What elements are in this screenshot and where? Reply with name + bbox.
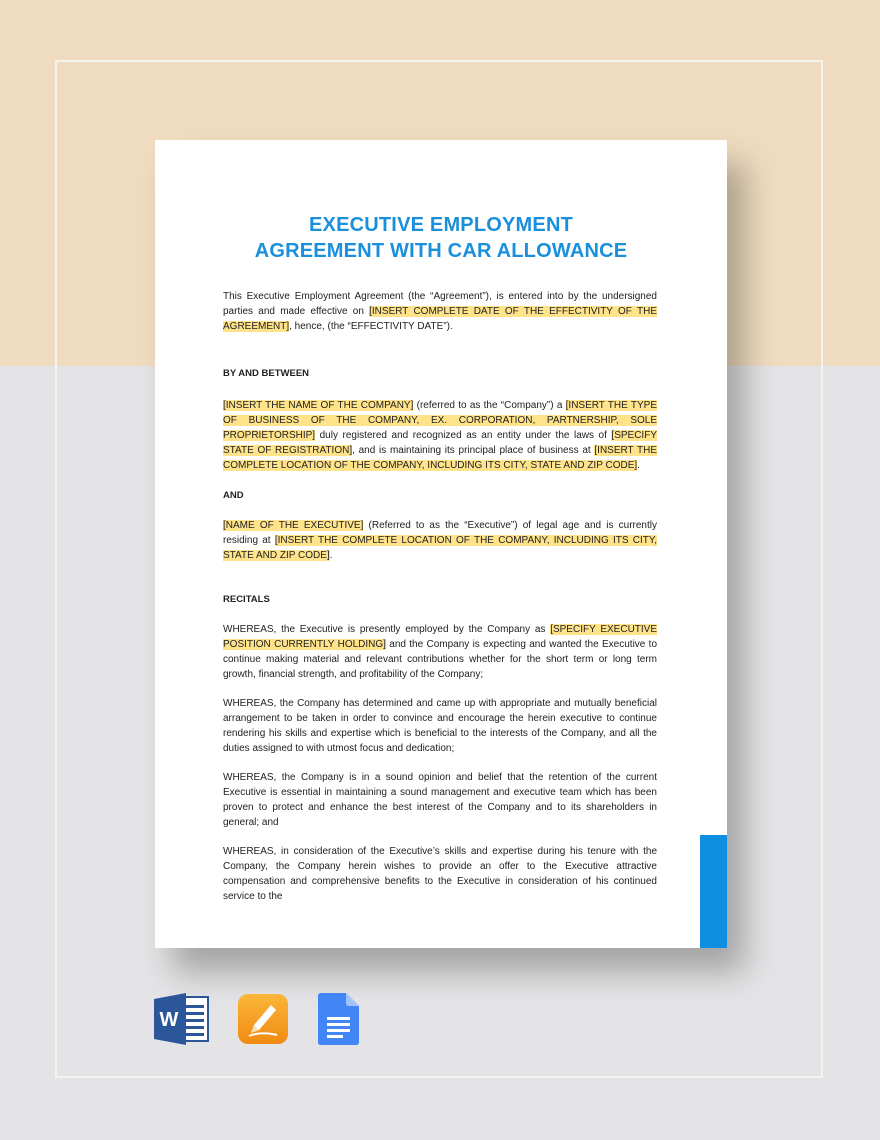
placeholder-company-location: [INSERT THE COMPLETE LOCATION OF THE COMPANY, INCLUDING ITS CITY, STATE AND ZIP CODE] [223,445,658,471]
document-body [223,289,657,904]
format-icons [0,993,880,1049]
intro-paragraph: This Executive Employment Agreement (the “Agreement”), is entered into by the undersigned parties and made effective on [INSERT COMPLETE DATE OF THE EFFECTIVITY OF THE AGREEMENT], hence, (the “EFFECTIVITY DATE”). [223,291,657,332]
placeholder-business-type: [INSERT THE TYPE OF BUSINESS OF THE COMPANY, EX. CORPORATION, PARTNERSHIP, SOLE PROPRIETORSHIP] [223,400,657,441]
word-icon[interactable] [154,993,210,1045]
placeholder-executive-name: [NAME OF THE EXECUTIVE] [223,520,364,531]
whereas-paragraph-2: WHEREAS, the Company has determined and came up with appropriate and mutually beneficial arrangement to be taken in order to convince and encourage the herein executive to continue rendering his skills and expertise which is beneficial to the interests of the Company, and all the duties assigned to with utmost focus and dedication; [223,698,657,754]
by-and-between-heading: BY AND BETWEEN [223,368,310,379]
document-title-line-2: AGREEMENT WITH CAR ALLOWANCE [254,240,628,262]
placeholder-effective-date: [INSERT COMPLETE DATE OF THE EFFECTIVITY OF THE AGREEMENT] [223,306,657,332]
company-paragraph: [INSERT THE NAME OF THE COMPANY] (referred to as the “Company”) a [INSERT THE TYPE OF BUSINESS OF THE COMPANY, EX. CORPORATION, PARTNERSHIP, SOLE PROPRIETORSHIP] duly registered and recognized as an entity under the laws of [SPECIFY STATE OF REGISTRATION], and is maintaining its principal place of business at [INSERT THE COMPLETE LOCATION OF THE COMPANY, INCLUDING ITS CITY, STATE AND ZIP CODE]. [223,400,658,471]
whereas-paragraph-3: WHEREAS, the Company is in a sound opinion and belief that the retention of the current Executive is essential in maintaining a sound management and executive team which has been proven to protect and enhance the best interest of the Company and to its shareholders in general; and [223,772,657,828]
document-title [155,212,727,264]
accent-tab [700,835,727,948]
whereas-paragraph-4: WHEREAS, in consideration of the Executive’s skills and expertise during his tenure with the Company, the Company herein wishes to provide an offer to the Executive attractive compensation and comprehensive benefits to the Executive in consideration of his continued service to the [223,846,657,902]
document-title-line-1: EXECUTIVE EMPLOYMENT [308,214,574,236]
executive-paragraph: [NAME OF THE EXECUTIVE] (Referred to as the “Executive”) of legal age and is currently residing at [INSERT THE COMPLETE LOCATION OF THE COMPANY, INCLUDING ITS CITY, STATE AND ZIP CODE]. [223,520,658,561]
whereas-paragraph-1: WHEREAS, the Executive is presently employed by the Company as [SPECIFY EXECUTIVE POSITION CURRENTLY HOLDING] and the Company is expecting and wanted the Executive to continue making material and relevant contributions whether for the short term or long term growth, financial strength, and profitability of the Company; [223,624,658,680]
placeholder-state: [SPECIFY STATE OF REGISTRATION] [223,430,657,456]
pages-icon[interactable] [237,993,289,1045]
and-heading: AND [223,490,244,501]
placeholder-executive-location: [INSERT THE COMPLETE LOCATION OF THE COMPANY, INCLUDING ITS CITY, STATE AND ZIP CODE] [223,535,658,561]
google-docs-icon[interactable] [318,993,360,1045]
recitals-heading: RECITALS [223,594,270,605]
document-preview [155,140,727,948]
placeholder-executive-position: [SPECIFY EXECUTIVE POSITION CURRENTLY HOLDING] [223,624,658,650]
placeholder-company-name: [INSERT THE NAME OF THE COMPANY] [223,400,414,411]
word-icon-letter: W [159,1009,179,1031]
